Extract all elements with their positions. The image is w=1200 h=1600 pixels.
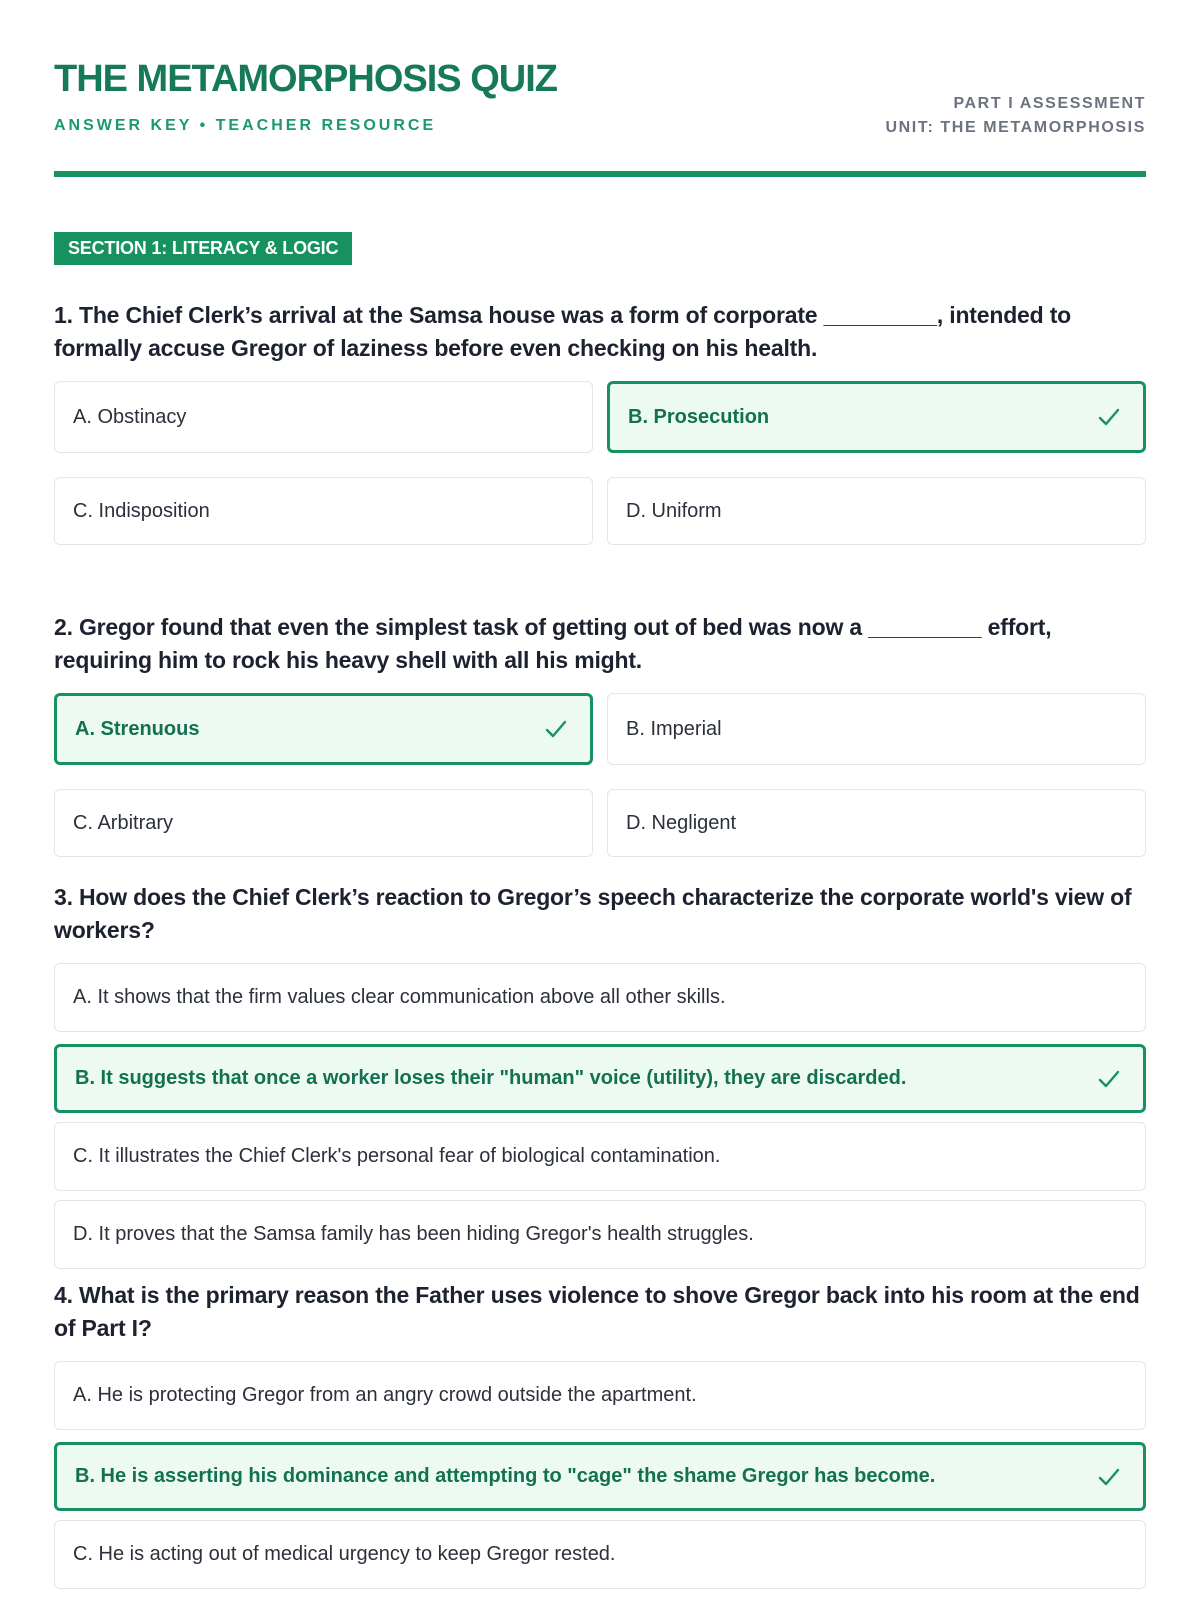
header-meta [885, 92, 1146, 140]
checkmark-icon [1097, 1068, 1121, 1090]
question-3 [54, 881, 1146, 1269]
option-label: B. He is asserting his dominance and attempting to "cage" the shame Gregor has become. [75, 1465, 936, 1487]
options-list [54, 963, 1146, 1269]
question-text: 2. Gregor found that even the simplest task of getting out of bed was now a _________ effort, requiring him to rock his heavy shell with all his might. [54, 614, 1052, 673]
question-text: 3. How does the Chief Clerk’s reaction to Gregor’s speech characterize the corporate world's view of workers? [54, 884, 1132, 943]
page-title: THE METAMORPHOSIS QUIZ [54, 58, 557, 100]
option-b[interactable]: B. Imperial [607, 693, 1146, 765]
option-b-correct[interactable] [54, 1442, 1146, 1511]
option-label: B. Prosecution [628, 405, 770, 428]
unit-label: UNIT: THE METAMORPHOSIS [885, 119, 1146, 136]
option-label: B. It suggests that once a worker loses their "human" voice (utility), they are discarded. [75, 1067, 907, 1089]
section-tag: SECTION 1: LITERACY & LOGIC [54, 232, 352, 265]
question-4 [54, 1279, 1146, 1589]
option-d[interactable]: D. Uniform [607, 477, 1146, 545]
header-divider [54, 171, 1146, 177]
option-d[interactable]: D. Negligent [607, 789, 1146, 857]
option-a[interactable]: A. He is protecting Gregor from an angry crowd outside the apartment. [54, 1361, 1146, 1430]
option-c[interactable]: C. Arbitrary [54, 789, 593, 857]
option-c[interactable]: C. It illustrates the Chief Clerk's personal fear of biological contamination. [54, 1122, 1146, 1191]
option-b-correct[interactable] [54, 1044, 1146, 1113]
option-d[interactable]: D. It proves that the Samsa family has been hiding Gregor's health struggles. [54, 1200, 1146, 1269]
options-grid [54, 381, 1146, 545]
options-grid [54, 693, 1146, 857]
option-a[interactable]: A. It shows that the firm values clear communication above all other skills. [54, 963, 1146, 1032]
assessment-label: PART I ASSESSMENT [953, 95, 1146, 112]
checkmark-icon [1097, 1466, 1121, 1488]
options-list [54, 1361, 1146, 1589]
option-c[interactable]: C. Indisposition [54, 477, 593, 545]
question-1 [54, 299, 1146, 545]
question-text: 1. The Chief Clerk’s arrival at the Samsa house was a form of corporate _________, intended to formally accuse Gregor of laziness before even checking on his health. [54, 302, 1071, 361]
option-label: A. Strenuous [75, 717, 200, 740]
page-header [54, 0, 1146, 180]
question-text: 4. What is the primary reason the Father uses violence to shove Gregor back into his room at the end of Part I? [54, 1282, 1140, 1341]
option-a[interactable]: A. Obstinacy [54, 381, 593, 453]
option-c[interactable]: C. He is acting out of medical urgency to keep Gregor rested. [54, 1520, 1146, 1589]
option-b-correct[interactable] [607, 381, 1146, 453]
question-2 [54, 611, 1146, 857]
option-a-correct[interactable] [54, 693, 593, 765]
checkmark-icon [544, 718, 568, 740]
page-subtitle: ANSWER KEY • TEACHER RESOURCE [54, 117, 437, 134]
checkmark-icon [1097, 406, 1121, 428]
